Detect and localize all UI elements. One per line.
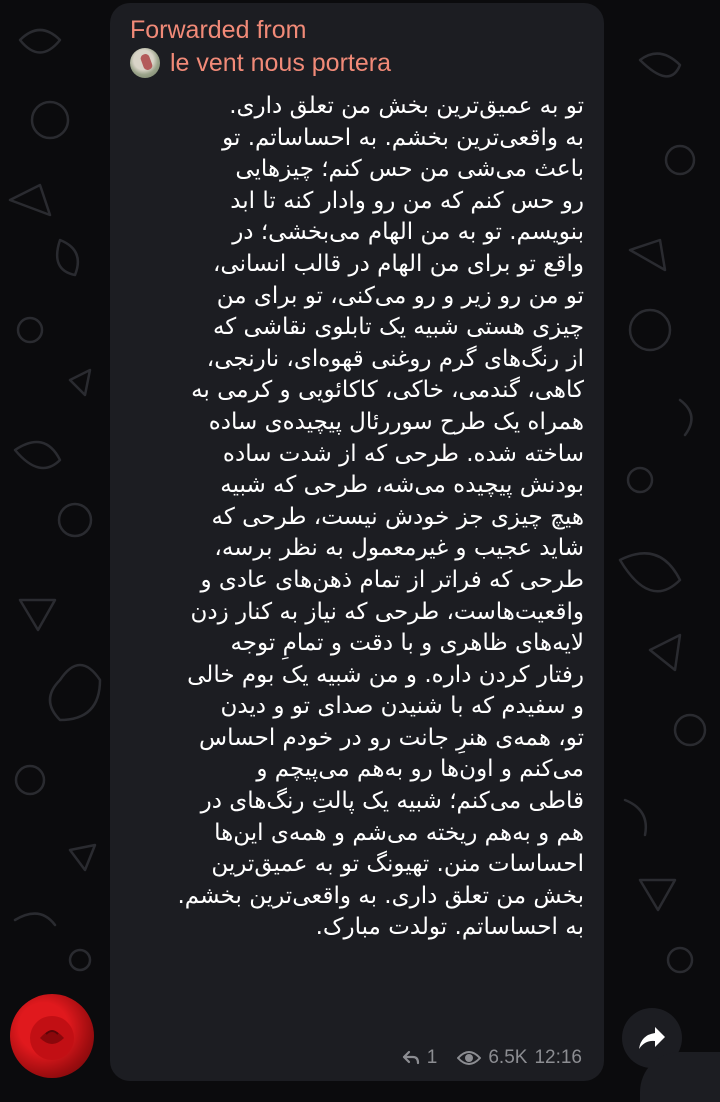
message-line: واقعیت‌هاست، طرحی که نیاز به کنار زدن [190,598,584,625]
message-bubble[interactable] [110,3,604,1081]
message-line: بنویسم. تو به من الهام می‌بخشی؛ در [232,219,584,246]
reply-count: 1 [426,1047,438,1068]
message-line: ساخته شده. طرحی که از شدت ساده [222,440,584,467]
eye-icon [457,1050,481,1066]
reply-arrow-icon [402,1050,420,1066]
message-line: شاید عجیب و غیرمعمول به نظر برسه، [214,535,584,562]
channel-avatar[interactable] [10,994,94,1078]
source-channel-name[interactable]: le vent nous portera [170,49,391,77]
message-line: تو به عمیق‌ترین بخش من تعلق داری. [229,93,584,119]
rose-image [10,994,94,1078]
source-channel-avatar [130,48,160,78]
message-line: رو حس کنم که من رو وادار کنه تا ابد [230,187,584,214]
share-arrow-icon [637,1025,667,1051]
message-line: لایه‌های ظاهری و با دقت و تمامِ توجه [230,630,584,657]
message-time: 12:16 [534,1047,582,1068]
message-line: می‌کنم و اون‌ها رو به‌هم می‌پیچم و [256,756,584,783]
message-line: تو من رو زیر و رو می‌کنی، تو برای من [216,282,584,309]
message-line: طرحی که فراتر از تمام ذهن‌های عادی و [200,566,584,593]
forwarded-label: Forwarded from [130,16,307,44]
message-line: هم و به‌هم ریخته می‌شم و همه‌ی این‌ها [214,819,584,846]
view-count: 6.5K [488,1047,528,1068]
forward-source[interactable] [130,48,391,78]
message-line: و سفیدم که با شنیدن صدای تو و دیدن [220,693,584,720]
message-line: از رنگ‌های گرم روغنی قهوه‌ای، نارنجی، [206,345,584,372]
message-line: کاهی، گندمی، خاکی، کاکائویی و کرمی به [191,377,584,404]
message-line: تو، همه‌ی هنرِ جانت رو در خودم احساس [199,724,584,751]
message-line: همراه یک طرح سوررئال پیچیده‌ی ساده [208,408,584,435]
message-line: بخش من تعلق داری. به واقعی‌ترین بخشم. [177,882,584,909]
message-line: چیزی هستی شبیه یک تابلوی نقاشی که [212,314,584,341]
message-line: به احساساتم. تولدت مبارک. [315,914,584,941]
message-line: به واقعی‌ترین بخشم. به احساساتم. تو [222,124,584,151]
message-line: قاطی می‌کنم؛ شبیه یک پالتِ رنگ‌های در [200,788,584,815]
message-meta [402,1047,582,1069]
message-text [128,91,584,944]
message-line: بودنش پیچیده می‌شه، طرحی که شبیه [220,472,584,499]
message-line: باعث می‌شی من حس کنم؛ چیزهایی [235,156,584,183]
message-line: هیچ چیزی جز خودش نیست، طرحی که [211,503,584,530]
message-line: رفتار کردن داره. و من شبیه یک بوم خالی [187,661,584,688]
message-line: واقع تو برای من الهام در قالب انسانی، [212,250,584,277]
message-line: احساسات منن. تهیونگ تو به عمیق‌ترین [211,851,584,878]
